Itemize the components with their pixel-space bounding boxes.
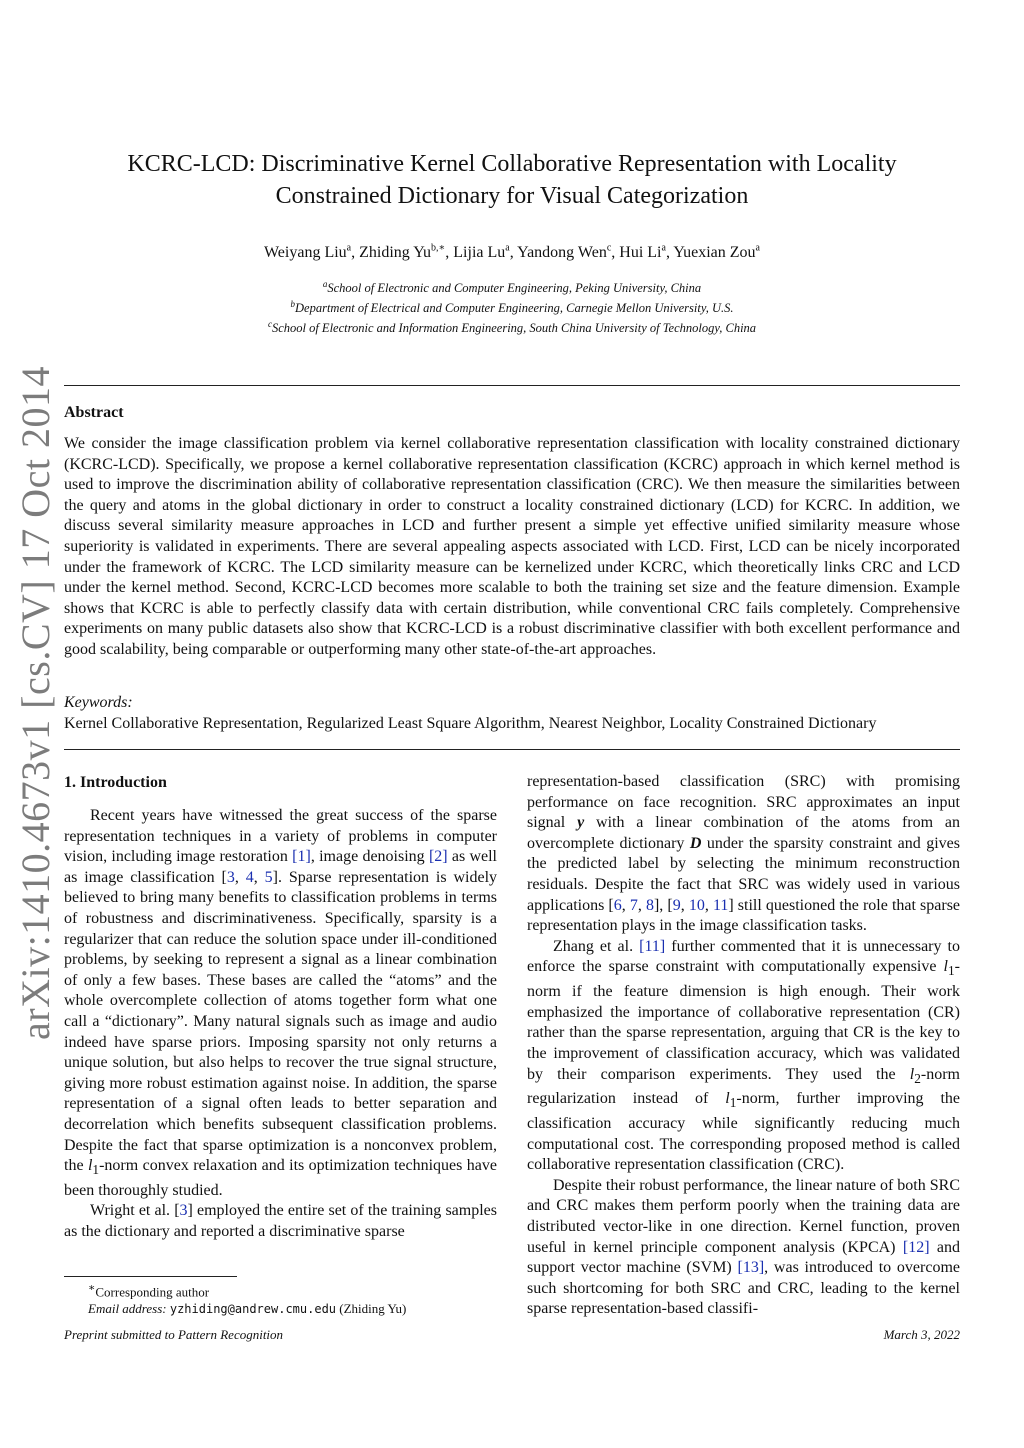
intro-paragraph-3: representation-based classification (SRC) with promising performance on face recognition. SRC approximates an input signal y with a linear combination of the atoms from an overcomplete dictionary D under the sparsity constraint and gives the predicted label by selecting the minimum reconstruction residuals. Despite the fact that SRC was widely used in various applications [6, 7, 8], [9, 10, 11] still questioned the role that sparse representation plays in the image classification tasks.	[527, 773, 961, 935]
math-symbol: l	[909, 1065, 915, 1083]
citation-link[interactable]: [2]	[428, 848, 448, 866]
citation-link[interactable]: 3	[226, 868, 235, 886]
citation-link[interactable]: [1]	[292, 848, 311, 866]
citation-link[interactable]: 5	[264, 868, 273, 886]
abstract-top-rule	[64, 385, 960, 386]
intro-paragraph-5: Despite their robust performance, the linear nature of both SRC and CRC makes them perform poorly when the training data are distributed vector-like in one direction. Kernel function, proven useful in kernel principle component analysis (KPCA) [12] and support vector machine (SVM) [13], was introduced to overcome such shortcoming for both SRC and CRC, leading to the kernel sparse representation-based classifi-	[527, 1176, 960, 1318]
citation-link[interactable]: [13]	[737, 1259, 765, 1277]
citation-link[interactable]: 9	[672, 896, 681, 914]
intro-paragraph-1: Recent years have witnessed the great success of the sparse representation techniques in a variety of problems in computer vision, including image restoration [1], image denoising [2] as well as image classification [3, 4, 5]. Sparse representation is widely believed to bring many benefits to classification problems in terms of robustness and discriminativeness. Specifically, sparsity is a regularizer that can reduce the solution space under ill-conditioned problems, by seeking to represent a signal as a linear combination of only a few bases. These bases are called the “atoms” and the whole overcomplete collection of atoms together form what one call a “dictionary”. Many natural signals such as image and audio indeed have sparse priors. Imposing sparsity not only returns a unique solution, but also helps to recover the true signal structure, giving more robust estimation against noise. In addition, the sparse representation of a signal often leads to better separation and decorrelation which benefits subsequent classification problems. Despite the fact that sparse optimization is a nonconvex problem, the $l_1$-norm convex relaxation and its optimization techniques have been thoroughly studied.	[64, 807, 498, 1199]
email-link[interactable]: yzhiding@andrew.cmu.edu	[169, 1302, 337, 1317]
footnote-corresponding-author: ∗Corresponding author	[88, 1282, 210, 1300]
right-column	[527, 772, 960, 1320]
author: Hui Li$^a$,	[619, 243, 674, 262]
citation-link[interactable]: 6	[613, 896, 622, 914]
citation-link[interactable]: [11]	[639, 937, 666, 955]
citation-link[interactable]: 8	[645, 896, 654, 914]
citation-link[interactable]: 10	[688, 896, 705, 914]
title-line-2: Constrained Dictionary for Visual Categorization	[275, 183, 749, 209]
author: Zhiding $Yu^{b,∗}$,	[359, 243, 454, 262]
abstract-body: We consider the image classification problem via kernel collaborative representation classification with locality constrained dictionary (KCRC-LCD). Specifically, we propose a kernel collaborative representation classification (KCRC) approach in which kernel method is used to improve the discrimination ability of collaborative representation classification (CRC). We then measure the similarities between the query and atoms in the global dictionary in order to construct a locality constrained dictionary (LCD) for KCRC. In addition, we discuss several similarity measure approaches in LCD and further present a simple yet effective unified similarity measure whose superiority is validated in experiments. There are several appealing aspects associated with LCD. First, LCD can be nicely incorporated under the framework of KCRC. The LCD similarity measure can be kernelized under KCRC, which theoretically links CRC and LCD under the kernel method. Second, KCRC-LCD becomes more scalable to both the training set size and the feature dimension. Example shows that KCRC is able to perfectly classify data with certain distribution, while conventional CRC fails completely. Comprehensive experiments on many public datasets also show that KCRC-LCD is a robust discriminative classifier with both excellent performance and good scalability, being comparable or outperforming many other state-of-the-art approaches.	[64, 435, 960, 658]
keywords-list: Kernel Collaborative Representation, Regularized Least Square Algorithm, Nearest Neighbor, Locality Constrained Dictionary	[64, 715, 877, 732]
left-column	[64, 772, 497, 1243]
section-heading-introduction: 1. Introduction	[64, 774, 167, 791]
footer-journal: Preprint submitted to Pattern Recognition	[64, 1327, 284, 1342]
intro-paragraph-4: Zhang et al. [11] further commented that it is unnecessary to enforce the sparse constraint with computationally expensive $l_1$-norm if the feature dimension is high enough. Their work emphasized the importance of collaborative representation (CR) rather than the sparse representation, arguing that CR is the key to the improvement of classification accuracy, which was validated by their comparison experiments. They used the $l_2$-norm regularization instead of $l_1$-norm, further improving the classification accuracy while significantly reducing much computational cost. The corresponding proposed method is called collaborative representation classification (CRC).	[527, 937, 961, 1174]
math-symbol: D	[689, 834, 702, 852]
author: Lijia Lu$^a$,	[453, 243, 518, 262]
footnote	[88, 1280, 508, 1318]
math-symbol: l	[725, 1090, 730, 1108]
abstract-bottom-rule	[64, 749, 960, 750]
title-line-1: KCRC-LCD: Discriminative Kernel Collaborative Representation with Locality	[127, 151, 897, 177]
author-list	[64, 238, 960, 264]
citation-link[interactable]: 4	[245, 868, 254, 886]
arxiv-identifier-stamp: arXiv:1410.4673v1 [cs.CV] 17 Oct 2014	[13, 366, 58, 1040]
citation-link[interactable]: 3	[179, 1202, 188, 1220]
footer-date: March 3, 2022	[883, 1327, 960, 1342]
abstract-heading: Abstract	[64, 404, 124, 421]
author: Weiyang Liu$^a$,	[263, 243, 360, 262]
intro-paragraph-2: Wright et al. [3] employed the entire set of the training samples as the dictionary and reported a discriminative sparse	[64, 1202, 497, 1241]
affiliation: $^b$Department of Electrical and Computer Engineering, Carnegie Mellon University, U.S.	[290, 299, 734, 316]
math-symbol: y	[577, 814, 585, 832]
affiliations	[64, 276, 960, 336]
author: Yuexian Zou$^a$	[673, 243, 760, 262]
keywords-label: Keywords:	[64, 694, 133, 711]
math-symbol: l	[87, 1157, 93, 1175]
citation-link[interactable]: 11	[712, 896, 729, 914]
math-symbol: l	[943, 958, 948, 976]
footnote-rule	[64, 1276, 237, 1277]
author: Yandong Wen$^c$,	[517, 243, 620, 262]
affiliation: $^c$School of Electronic and Information Engineering, South China University of Technology, China	[267, 319, 757, 336]
citation-link[interactable]: 7	[629, 896, 638, 914]
paper-title	[64, 148, 960, 212]
affiliation: $^a$School of Electronic and Computer Engineering, Peking University, China	[322, 279, 702, 296]
footnote-email: Email address: yzhiding@andrew.cmu.edu (Zhiding Yu)	[88, 1301, 407, 1317]
citation-link[interactable]: [12]	[902, 1238, 930, 1256]
